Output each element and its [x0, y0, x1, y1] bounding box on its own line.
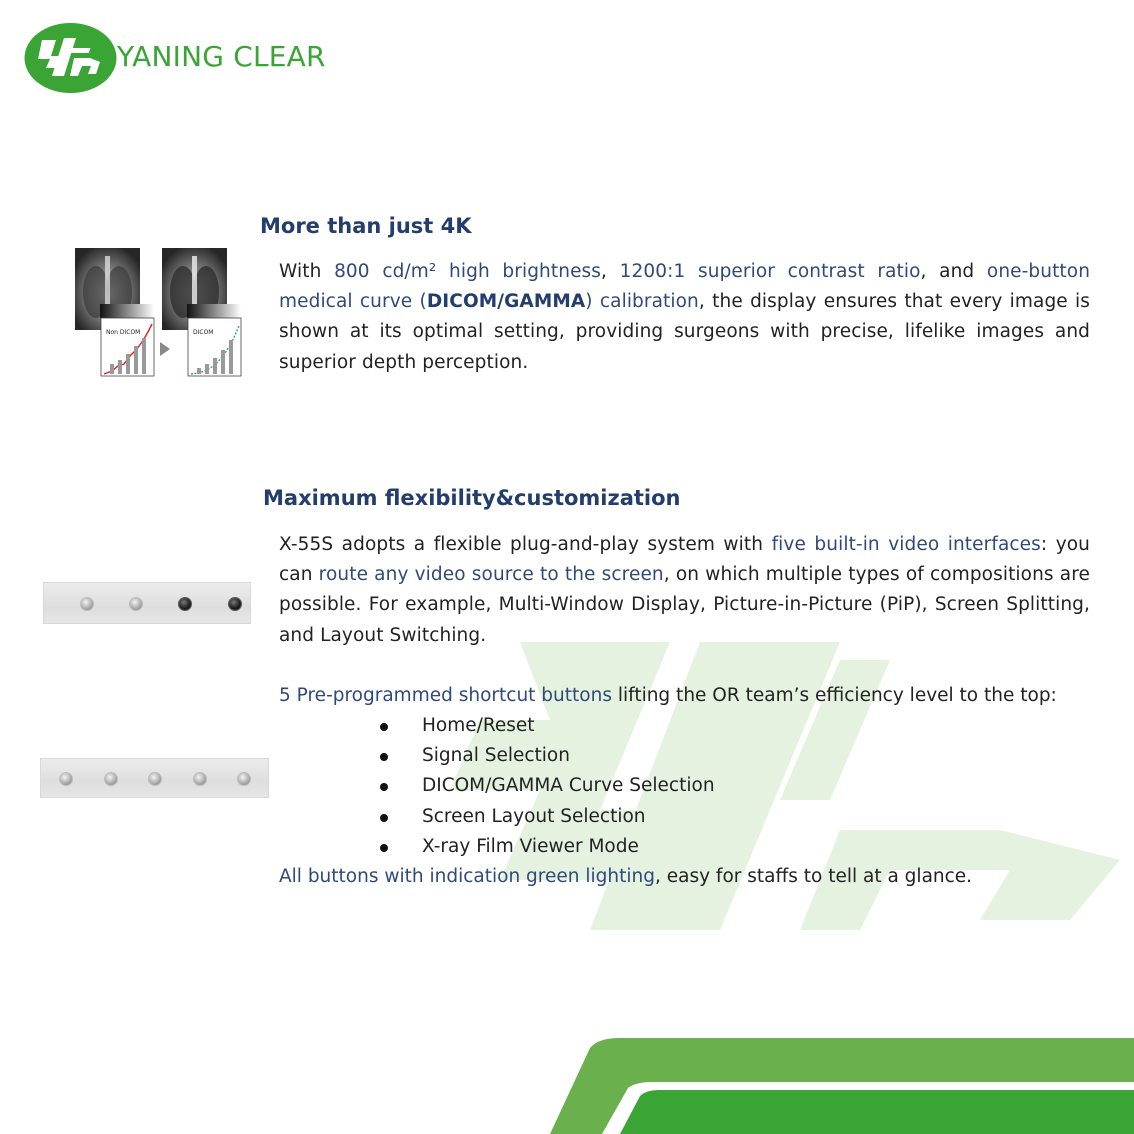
dicom-comparison-figure	[74, 246, 246, 386]
list-item: DICOM/GAMMA Curve Selection	[380, 771, 715, 801]
shortcut-button-icon	[149, 773, 161, 785]
bullet-icon	[380, 844, 388, 852]
video-interface-panel	[43, 582, 251, 624]
shortcut-list	[380, 711, 715, 862]
shortcut-button-panel	[40, 758, 269, 798]
interface-port-icon	[229, 598, 241, 610]
dicom-label: DICOM	[193, 329, 214, 336]
shortcut-intro: 5 Pre-programmed shortcut buttons lifting the OR team’s efficiency level to the top:	[279, 685, 1057, 706]
shortcut-button-icon	[238, 773, 250, 785]
shortcut-button-icon	[60, 773, 72, 785]
bullet-icon	[380, 783, 388, 791]
shortcut-button-icon	[105, 773, 117, 785]
interface-port-icon	[130, 598, 142, 610]
section1-paragraph: With 800 cd/m² high brightness, 1200:1 superior contrast ratio, and one-button medical curve (DICOM/GAMMA) calibration, the display ensures that every image is shown at its optimal setting, providing surgeons with precise, lifelike images and superior depth perception.	[279, 261, 1091, 373]
brand-name: YANING CLEAR	[117, 40, 326, 73]
bullet-icon	[380, 723, 388, 731]
non-dicom-label: Non DICOM	[106, 329, 141, 336]
bullet-icon	[380, 753, 388, 761]
section2-paragraph: X-55S adopts a flexible plug-and-play system with five built-in video interfaces: you can route any video source to the screen, on which multiple types of compositions are possible. For example, Multi-Window Display, Picture-in-Picture (PiP), Screen Splitting, and Layout Switching.	[279, 534, 1091, 646]
section-title-flexibility: Maximum flexibility&customization	[263, 486, 681, 510]
list-item: Screen Layout Selection	[380, 802, 715, 832]
closing-line: All buttons with indication green lighting, easy for staffs to tell at a glance.	[279, 866, 973, 887]
interface-port-icon	[179, 598, 191, 610]
section-title-4k: More than just 4K	[260, 214, 472, 238]
brand-logo-icon	[24, 22, 117, 94]
interface-port-icon	[81, 598, 93, 610]
bullet-icon	[380, 814, 388, 822]
list-item: Signal Selection	[380, 741, 715, 771]
shortcut-button-icon	[194, 773, 206, 785]
corner-decoration	[540, 1030, 1134, 1134]
list-item: X-ray Film Viewer Mode	[380, 832, 715, 862]
list-item: Home/Reset	[380, 711, 715, 741]
